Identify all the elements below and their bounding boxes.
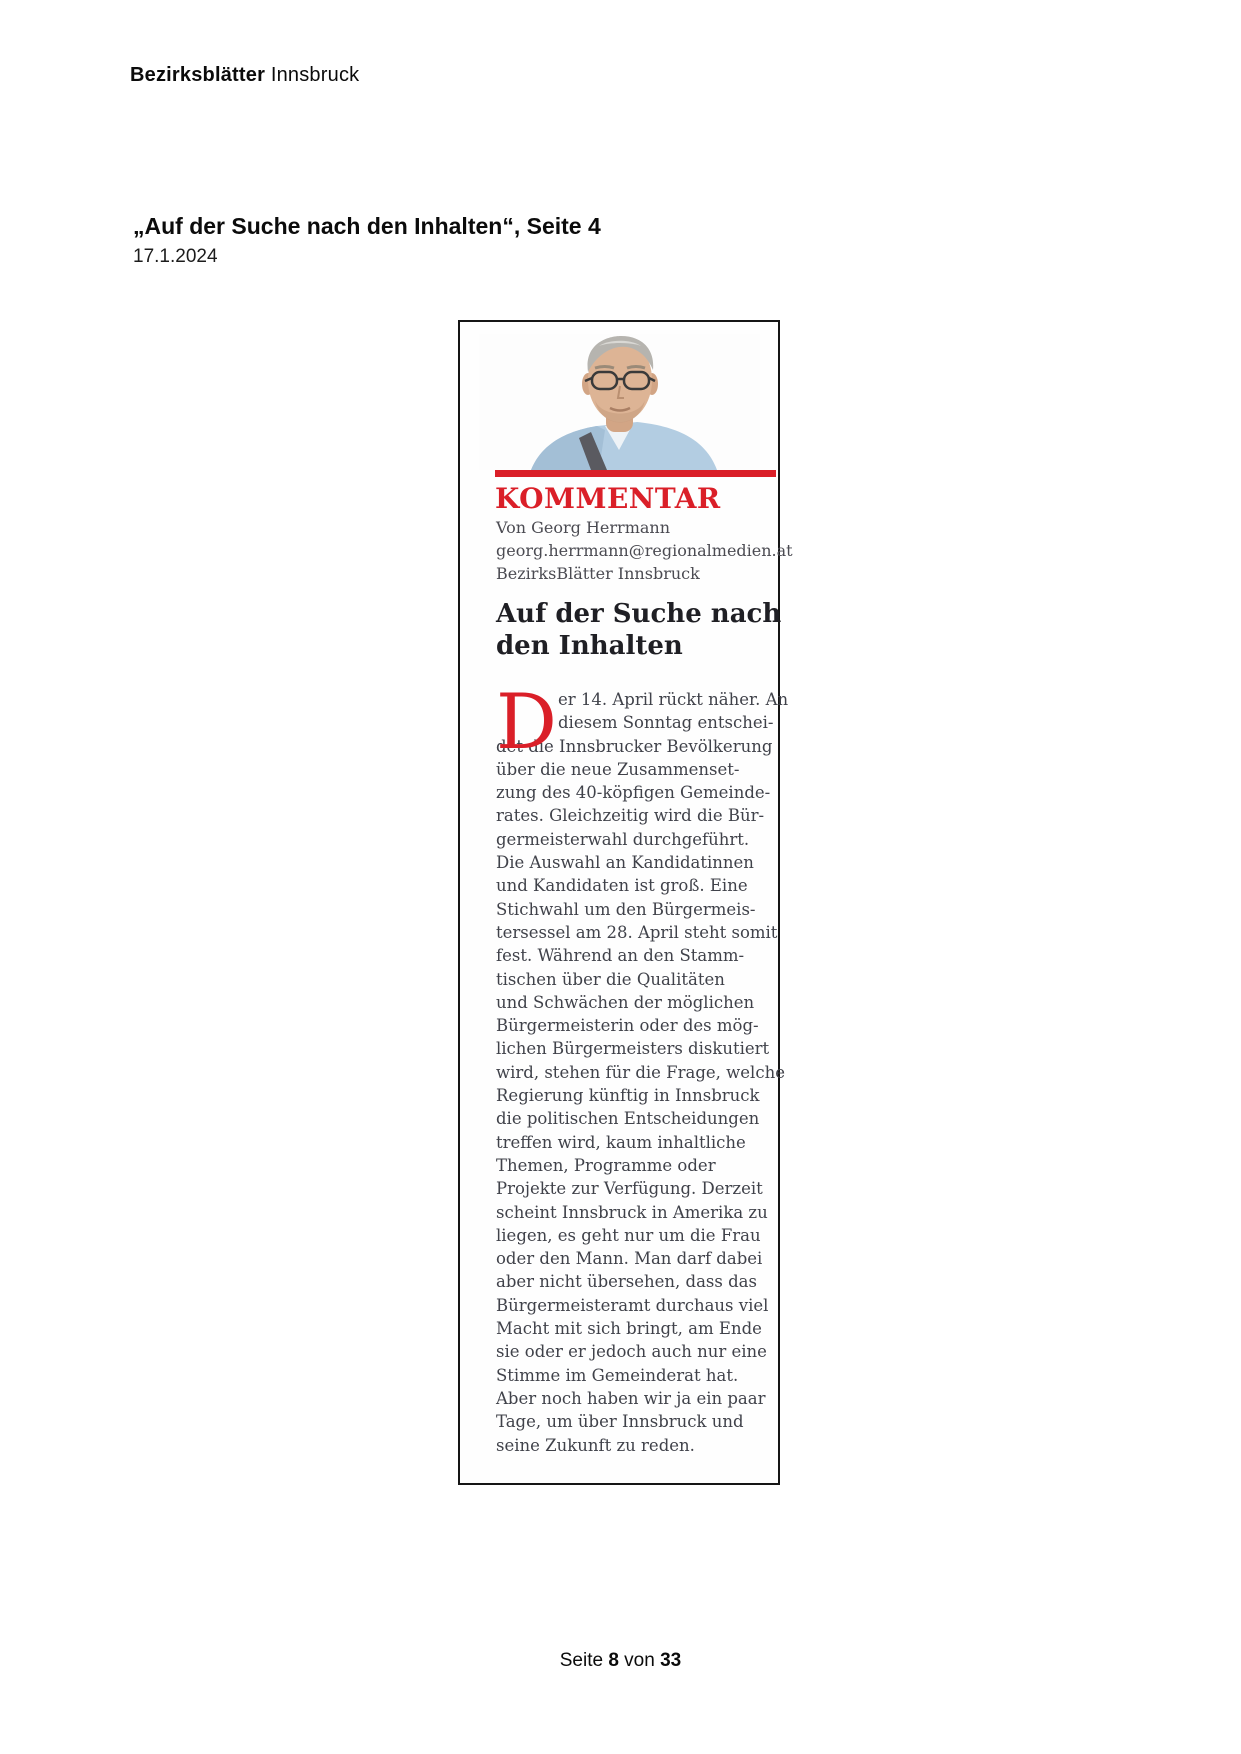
- author-email: georg.herrmann@regionalmedien.at: [496, 541, 793, 560]
- article-body-line: liegen, es geht nur um die Frau: [496, 1225, 761, 1245]
- footer-separator: von: [618, 1650, 661, 1671]
- article-body-line: er 14. April rückt näher. An: [558, 690, 789, 709]
- publication-edition: Innsbruck: [265, 64, 360, 86]
- article-body-line: Aber noch haben wir ja ein paar: [496, 1388, 766, 1408]
- article-body-line: treffen wird, kaum inhaltliche: [496, 1132, 746, 1152]
- article-body-line: Bürgermeisteramt durchaus viel: [496, 1295, 769, 1315]
- clipping-content: [460, 322, 793, 1483]
- article-body-line: die politischen Entscheidungen: [496, 1109, 760, 1129]
- publication-name: BezirksBlätter Innsbruck: [496, 564, 700, 583]
- article-body-line: über die neue Zusammenset-: [496, 759, 740, 779]
- article-body-line: Bürgermeisterin oder des mög-: [496, 1016, 759, 1036]
- footer-prefix: Seite: [559, 1650, 609, 1671]
- article-body-line: Regierung künftig in Innsbruck: [496, 1086, 760, 1106]
- article-body-line: Macht mit sich bringt, am Ende: [496, 1319, 762, 1339]
- section-rule: [495, 470, 776, 477]
- article-body-line: det die Innsbrucker Bevölkerung: [496, 736, 773, 756]
- article-body-line: aber nicht übersehen, dass das: [496, 1272, 757, 1292]
- drop-cap: D: [496, 677, 557, 766]
- article-body-line: Stimme im Gemeinderat hat.: [496, 1365, 739, 1385]
- portrait-man-glasses-icon: [479, 334, 760, 470]
- page-title: „Auf der Suche nach den Inhalten“, Seite 4: [133, 213, 601, 239]
- article-body-line: wird, stehen für die Frage, welche: [496, 1062, 785, 1082]
- article-body-line: und Kandidaten ist groß. Eine: [496, 876, 748, 896]
- article-body-lines: [496, 688, 789, 1457]
- footer-total-pages: 33: [660, 1650, 682, 1671]
- article-headline-line2: den Inhalten: [496, 631, 683, 661]
- article-body-line: zung des 40-köpfigen Gemeinde-: [496, 783, 771, 803]
- article-body-line: und Schwächen der möglichen: [496, 992, 755, 1012]
- article-body-line: Tage, um über Innsbruck und: [496, 1412, 744, 1432]
- section-label: KOMMENTAR: [495, 482, 721, 515]
- author-photo: [479, 334, 760, 470]
- article-body-line: tischen über die Qualitäten: [496, 969, 725, 989]
- page-header: [130, 64, 359, 87]
- article-body-line: oder den Mann. Man darf dabei: [496, 1249, 763, 1269]
- publication-brand: Bezirksblätter: [130, 64, 266, 86]
- article-body: [496, 677, 789, 1457]
- footer-current-page: 8: [608, 1650, 619, 1671]
- author-byline: Von Georg Herrmann: [496, 518, 671, 537]
- article-headline-line1: Auf der Suche nach: [496, 599, 782, 629]
- page-footer: [0, 1650, 1241, 1672]
- article-body-line: lichen Bürgermeisters diskutiert: [496, 1039, 770, 1059]
- article-body-line: Projekte zur Verfügung. Derzeit: [496, 1179, 763, 1199]
- article-body-line: Die Auswahl an Kandidatinnen: [496, 853, 754, 873]
- article-body-line: diesem Sonntag entschei-: [558, 713, 774, 733]
- article-body-line: germeisterwahl durchgeführt.: [496, 829, 750, 849]
- newspaper-clipping: [458, 320, 793, 1485]
- article-body-line: rates. Gleichzeitig wird die Bür-: [496, 806, 765, 826]
- article-body-line: Stichwahl um den Bürgermeis-: [496, 899, 756, 919]
- article-body-line: scheint Innsbruck in Amerika zu: [496, 1202, 768, 1222]
- page-date: 17.1.2024: [133, 246, 218, 267]
- article-body-line: sie oder er jedoch auch nur eine: [496, 1342, 767, 1362]
- article-body-line: Themen, Programme oder: [496, 1155, 716, 1175]
- article-body-line: fest. Während an den Stamm-: [496, 946, 745, 966]
- article-headline: [496, 598, 781, 662]
- article-body-line: seine Zukunft zu reden.: [496, 1435, 695, 1455]
- article-body-line: tersessel am 28. April steht somit: [496, 922, 778, 942]
